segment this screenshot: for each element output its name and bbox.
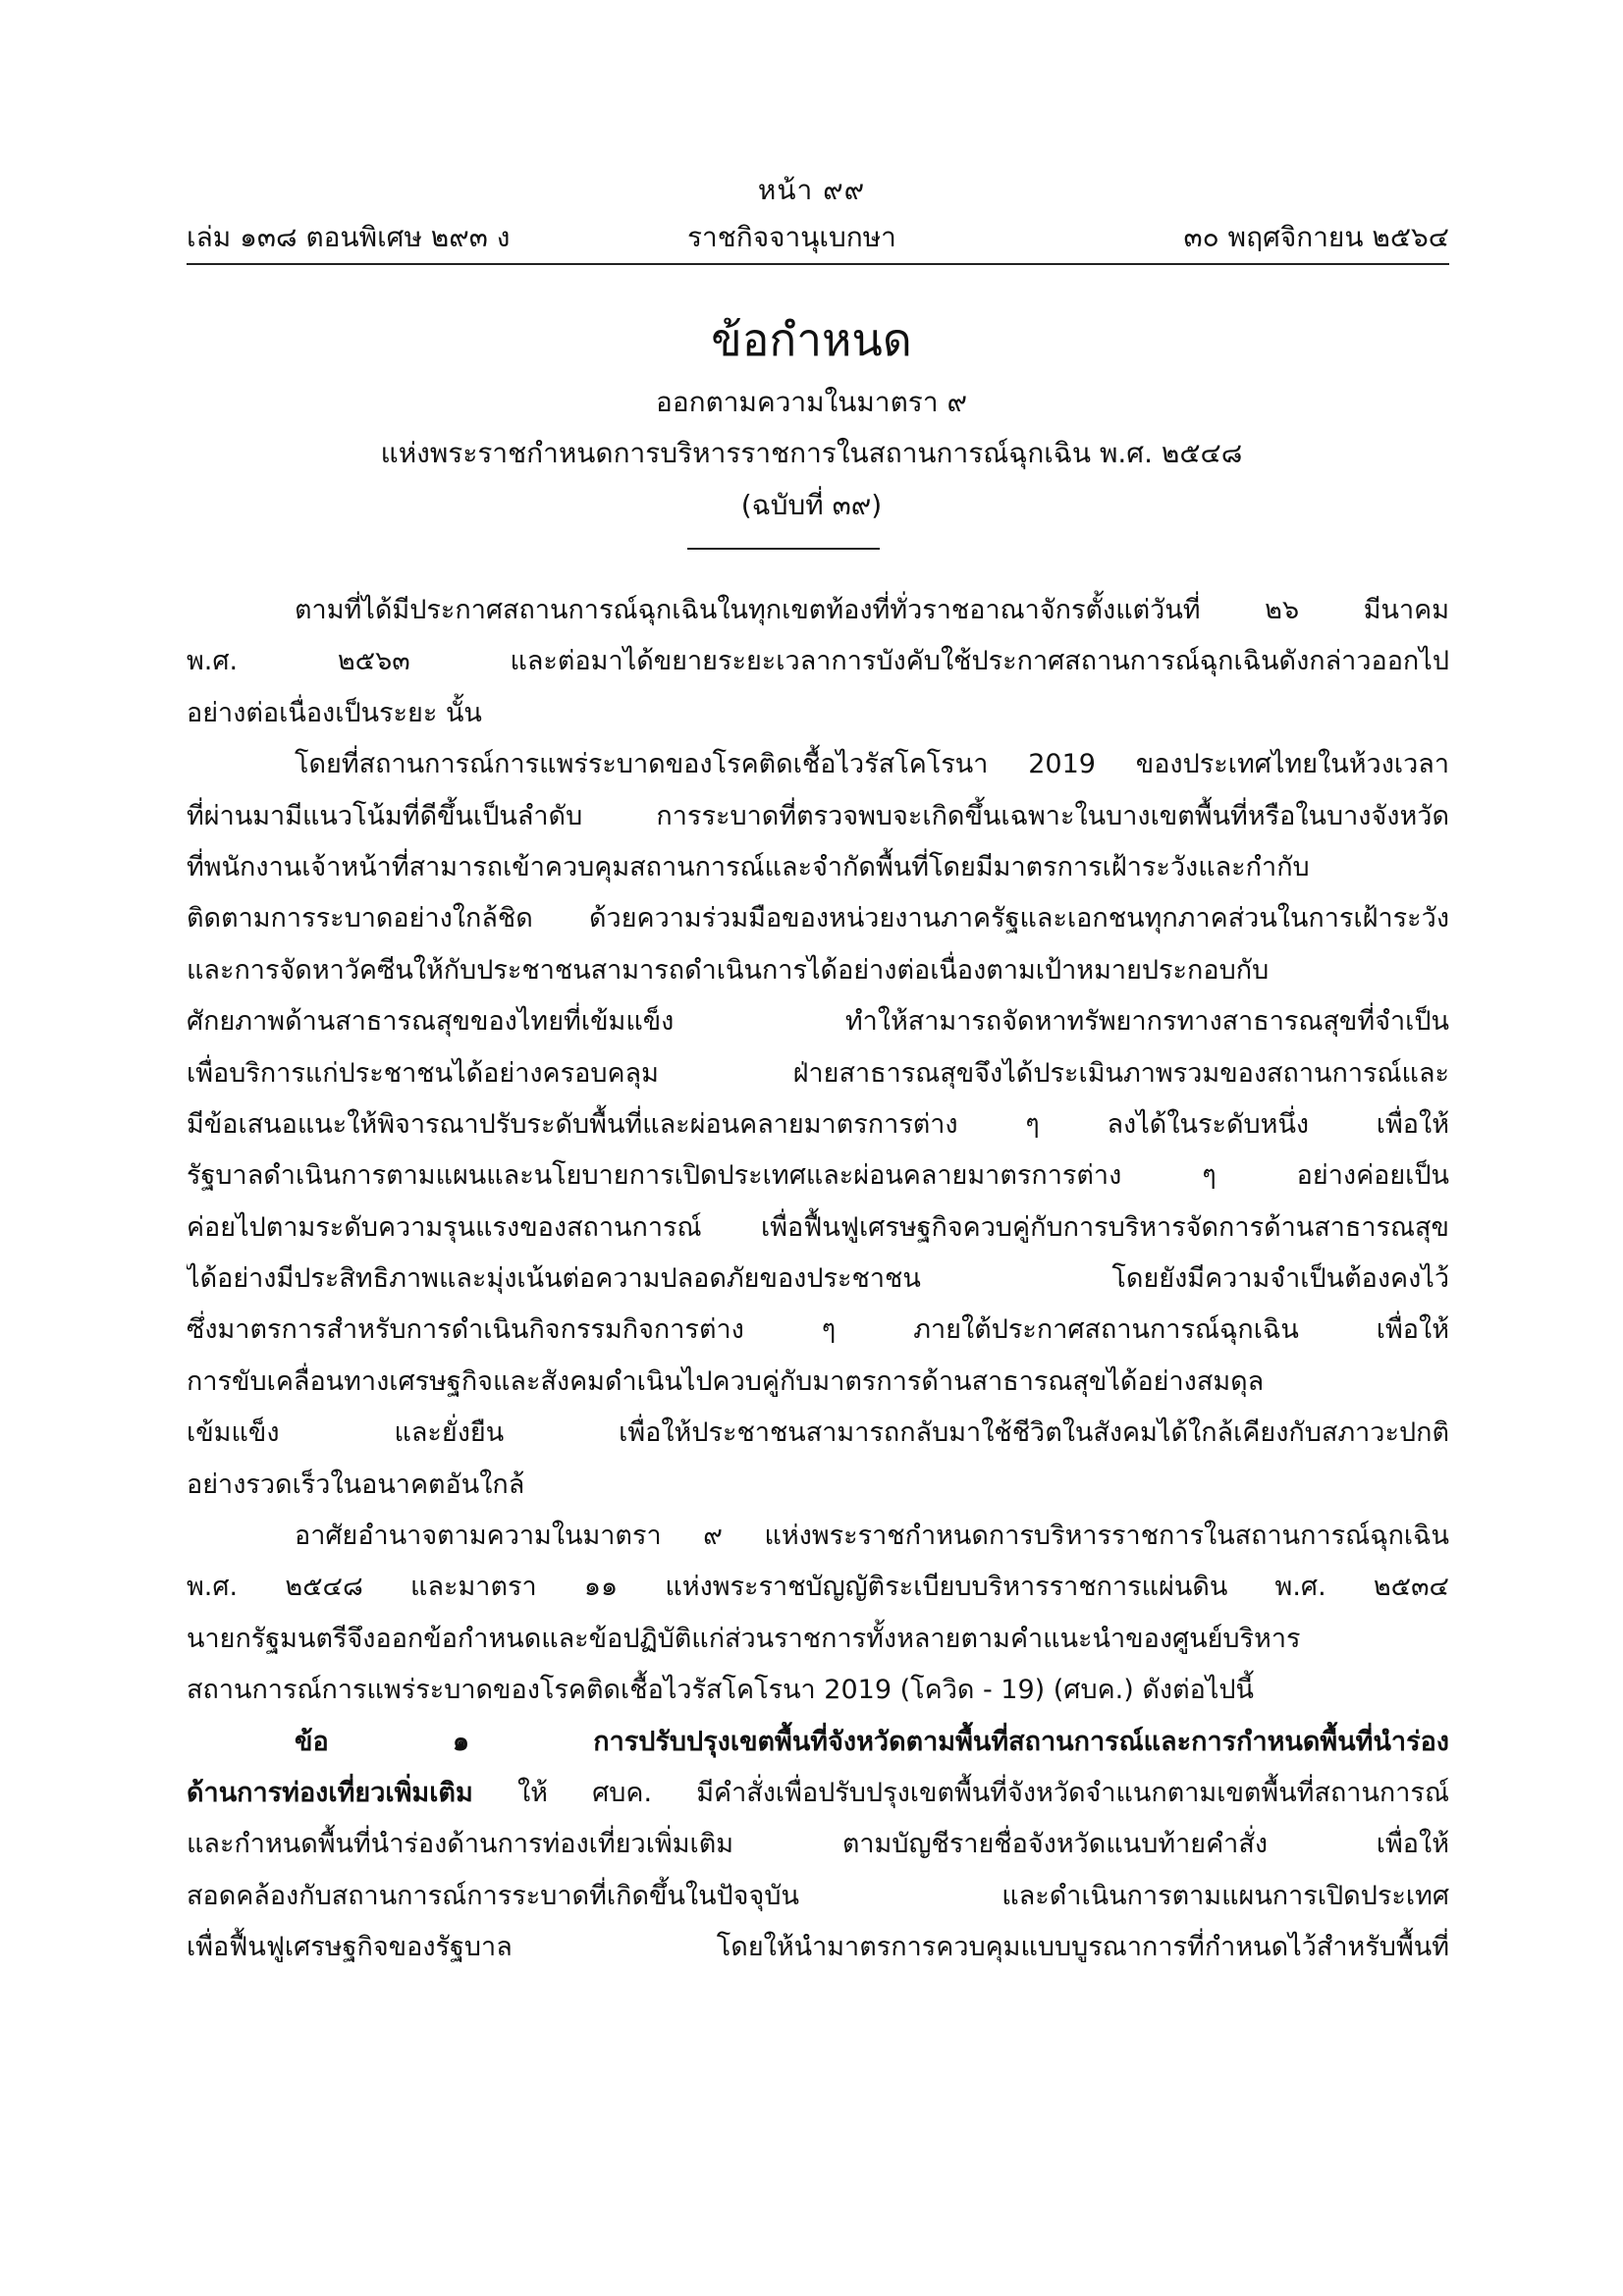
header-divider	[187, 263, 1449, 265]
text-line: ที่พนักงานเจ้าหน้าที่สามารถเข้าควบคุมสถานการณ์และจำกัดพื้นที่โดยมีมาตรการเฝ้าระวังและกำกับ	[187, 851, 1310, 882]
text-line: มีข้อเสนอแนะให้พิจารณาปรับระดับพื้นที่และผ่อนคลายมาตรการต่าง ๆ ลงได้ในระดับหนึ่ง เพื่อให้	[187, 1108, 1449, 1140]
text-line: เข้มแข็ง และยั่งยืน เพื่อให้ประชาชนสามารถกลับมาใช้ชีวิตในสังคมได้ใกล้เคียงกับสภาวะปกติ	[187, 1417, 1449, 1449]
clause-1-heading-cont: ด้านการท่องเที่ยวเพิ่มเติม	[187, 1777, 473, 1808]
text-line: และกำหนดพื้นที่นำร่องด้านการท่องเที่ยวเพิ่มเติม ตามบัญชีรายชื่อจังหวัดแนบท้ายคำสั่ง เพื่อให้	[187, 1829, 1449, 1860]
text-line: การขับเคลื่อนทางเศรษฐกิจและสังคมดำเนินไปควบคู่กับมาตรการด้านสาธารณสุขได้อย่างสมดุล	[187, 1365, 1265, 1397]
text-line: และการจัดหาวัคซีนให้กับประชาชนสามารถดำเนินการได้อย่างต่อเนื่องตามเป้าหมายประกอบกับ	[187, 954, 1270, 986]
text-line: อย่างต่อเนื่องเป็นระยะ นั้น	[187, 697, 482, 728]
text-line: ติดตามการระบาดอย่างใกล้ชิด ด้วยความร่วมมือของหน่วยงานภาครัฐและเอกชนทุกภาคส่วนในการเฝ้าระวัง	[187, 903, 1449, 934]
text-line: สถานการณ์การแพร่ระบาดของโรคติดเชื้อไวรัสโคโรนา 2019 (โควิด - 19) (ศบค.) ดังต่อไปนี้	[187, 1675, 1254, 1706]
title-subline-1: ออกตามความในมาตรา ๙	[656, 386, 967, 418]
gazette-name: ราชกิจจานุเบกษา	[687, 221, 896, 253]
paragraph-2	[187, 739, 1449, 1511]
document-title: ข้อกำหนด	[711, 313, 912, 366]
publication-date: ๓๐ พฤศจิกายน ๒๕๖๔	[1183, 221, 1449, 253]
title-subline-3: (ฉบับที่ ๓๙)	[740, 489, 883, 521]
volume-issue: เล่ม ๑๓๘ ตอนพิเศษ ๒๙๓ ง	[187, 221, 511, 253]
clause-1-heading: ข้อ ๑ การปรับปรุงเขตพื้นที่จังหวัดตามพื้นที่สถานการณ์และการกำหนดพื้นที่นำร่อง	[295, 1726, 1449, 1757]
clause-1	[187, 1717, 1449, 1974]
text-line	[187, 1768, 1449, 1819]
page-number: หน้า ๙๙	[757, 174, 866, 206]
paragraph-3	[187, 1511, 1449, 1717]
text-line: ซึ่งมาตรการสำหรับการดำเนินกิจกรรมกิจการต่าง ๆ ภายใต้ประกาศสถานการณ์ฉุกเฉิน เพื่อให้	[187, 1314, 1449, 1346]
text-line: นายกรัฐมนตรีจึงออกข้อกำหนดและข้อปฏิบัติแก่ส่วนราชการทั้งหลายตามคำแนะนำของศูนย์บริหาร	[187, 1623, 1301, 1654]
text-line: ได้อย่างมีประสิทธิภาพและมุ่งเน้นต่อความปลอดภัยของประชาชน โดยยังมีความจำเป็นต้องคงไว้	[187, 1263, 1449, 1295]
paragraph-1	[187, 585, 1449, 739]
title-divider	[687, 548, 880, 550]
text-line: พ.ศ. ๒๕๖๓ และต่อมาได้ขยายระยะเวลาการบังคับใช้ประกาศสถานการณ์ฉุกเฉินดังกล่าวออกไป	[187, 646, 1449, 677]
text-line: อาศัยอำนาจตามความในมาตรา ๙ แห่งพระราชกำหนดการบริหารราชการในสถานการณ์ฉุกเฉิน	[295, 1521, 1449, 1552]
text-line: รัฐบาลดำเนินการตามแผนและนโยบายการเปิดประเทศและผ่อนคลายมาตรการต่าง ๆ อย่างค่อยเป็น	[187, 1160, 1449, 1192]
text-line: เพื่อบริการแก่ประชาชนได้อย่างครอบคลุม ฝ่ายสาธารณสุขจึงได้ประเมินภาพรวมของสถานการณ์และ	[187, 1057, 1449, 1089]
text-line: เพื่อฟื้นฟูเศรษฐกิจของรัฐบาล โดยให้นำมาตรการควบคุมแบบบูรณาการที่กำหนดไว้สำหรับพื้นที่	[187, 1932, 1449, 1963]
text-line: ตามที่ได้มีประกาศสถานการณ์ฉุกเฉินในทุกเขตท้องที่ทั่วราชอาณาจักรตั้งแต่วันที่ ๒๖ มีนาคม	[295, 595, 1449, 625]
clause-1-text: ให้ ศบค. มีคำสั่งเพื่อปรับปรุงเขตพื้นที่จังหวัดจำแนกตามเขตพื้นที่สถานการณ์	[516, 1777, 1449, 1808]
document-body	[187, 585, 1449, 1974]
text-line: พ.ศ. ๒๕๔๘ และมาตรา ๑๑ แห่งพระราชบัญญัติระเบียบบริหารราชการแผ่นดิน พ.ศ. ๒๕๓๔	[187, 1572, 1449, 1603]
text-line: ค่อยไปตามระดับความรุนแรงของสถานการณ์ เพื่อฟื้นฟูเศรษฐกิจควบคู่กับการบริหารจัดการด้านสาธารณสุข	[187, 1211, 1449, 1243]
gazette-header	[187, 216, 1449, 255]
title-subline-2: แห่งพระราชกำหนดการบริหารราชการในสถานการณ์ฉุกเฉิน พ.ศ. ๒๕๔๘	[380, 437, 1243, 469]
text-line: ศักยภาพด้านสาธารณสุขของไทยที่เข้มแข็ง ทำให้สามารถจัดหาทรัพยากรทางสาธารณสุขที่จำเป็น	[187, 1006, 1449, 1038]
text-line: อย่างรวดเร็วในอนาคตอันใกล้	[187, 1468, 525, 1500]
text-line: โดยที่สถานการณ์การแพร่ระบาดของโรคติดเชื้อไวรัสโคโรนา 2019 ของประเทศไทยในห้วงเวลา	[295, 749, 1449, 780]
text-line: สอดคล้องกับสถานการณ์การระบาดที่เกิดขึ้นในปัจจุบัน และดำเนินการตามแผนการเปิดประเทศ	[187, 1880, 1449, 1911]
text-line: ที่ผ่านมามีแนวโน้มที่ดีขึ้นเป็นลำดับ การระบาดที่ตรวจพบจะเกิดขึ้นเฉพาะในบางเขตพื้นที่หรือในบางจังหวัด	[187, 800, 1449, 831]
